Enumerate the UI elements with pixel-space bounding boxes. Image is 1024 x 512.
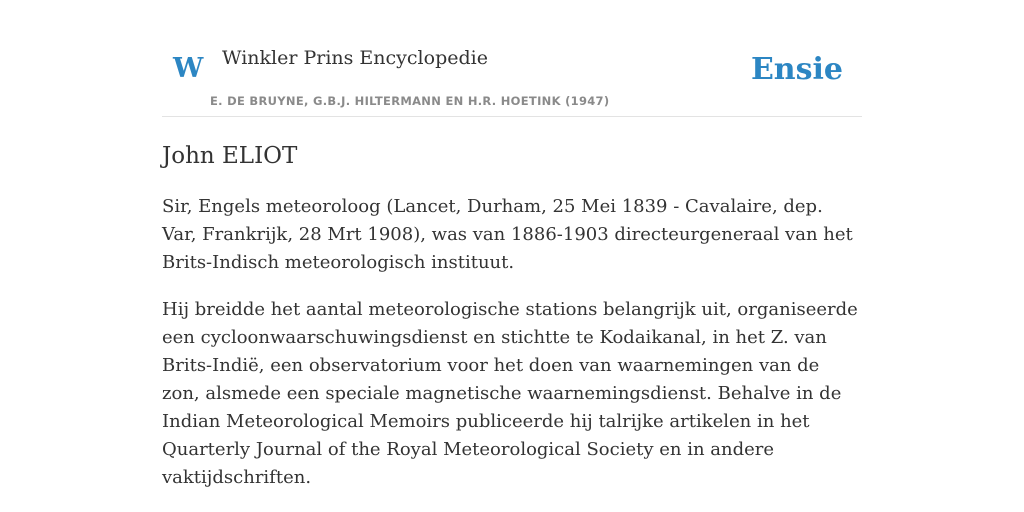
page-header	[162, 0, 862, 117]
encyclopedia-page	[162, 0, 862, 492]
article-paragraph: Hij breidde het aantal meteorologische stations belangrijk uit, organiseerde een cycloonwaarschuwingsdienst en stichtte te Kodaikanal, in het Z. van Brits-Indië, een observatorium voor het doen van waarnemingen van de zon, alsmede een speciale magnetische waarnemingsdienst. Behalve in de Indian Meteorological Memoirs publiceerde hij talrijke artikelen in het Quarterly Journal of the Royal Meteorological Society en in andere vaktijdschriften.	[162, 299, 858, 488]
article-paragraph: Sir, Engels meteoroloog (Lancet, Durham, 25 Mei 1839 - Cavalaire, dep. Var, Frankrijk, 28 Mrt 1908), was van 1886-1903 directeurgeneraal van het Brits-Indisch meteorologisch instituut.	[162, 196, 853, 273]
work-title: Winkler Prins Encyclopedie	[222, 47, 488, 69]
ensie-logo-link[interactable]: Ensie	[750, 52, 843, 87]
work-authors: E. DE BRUYNE, G.B.J. HILTERMANN EN H.R. HOETINK (1947)	[210, 94, 610, 108]
winkler-prins-logo: W	[173, 53, 204, 84]
article-title: John ELIOT	[162, 143, 298, 169]
